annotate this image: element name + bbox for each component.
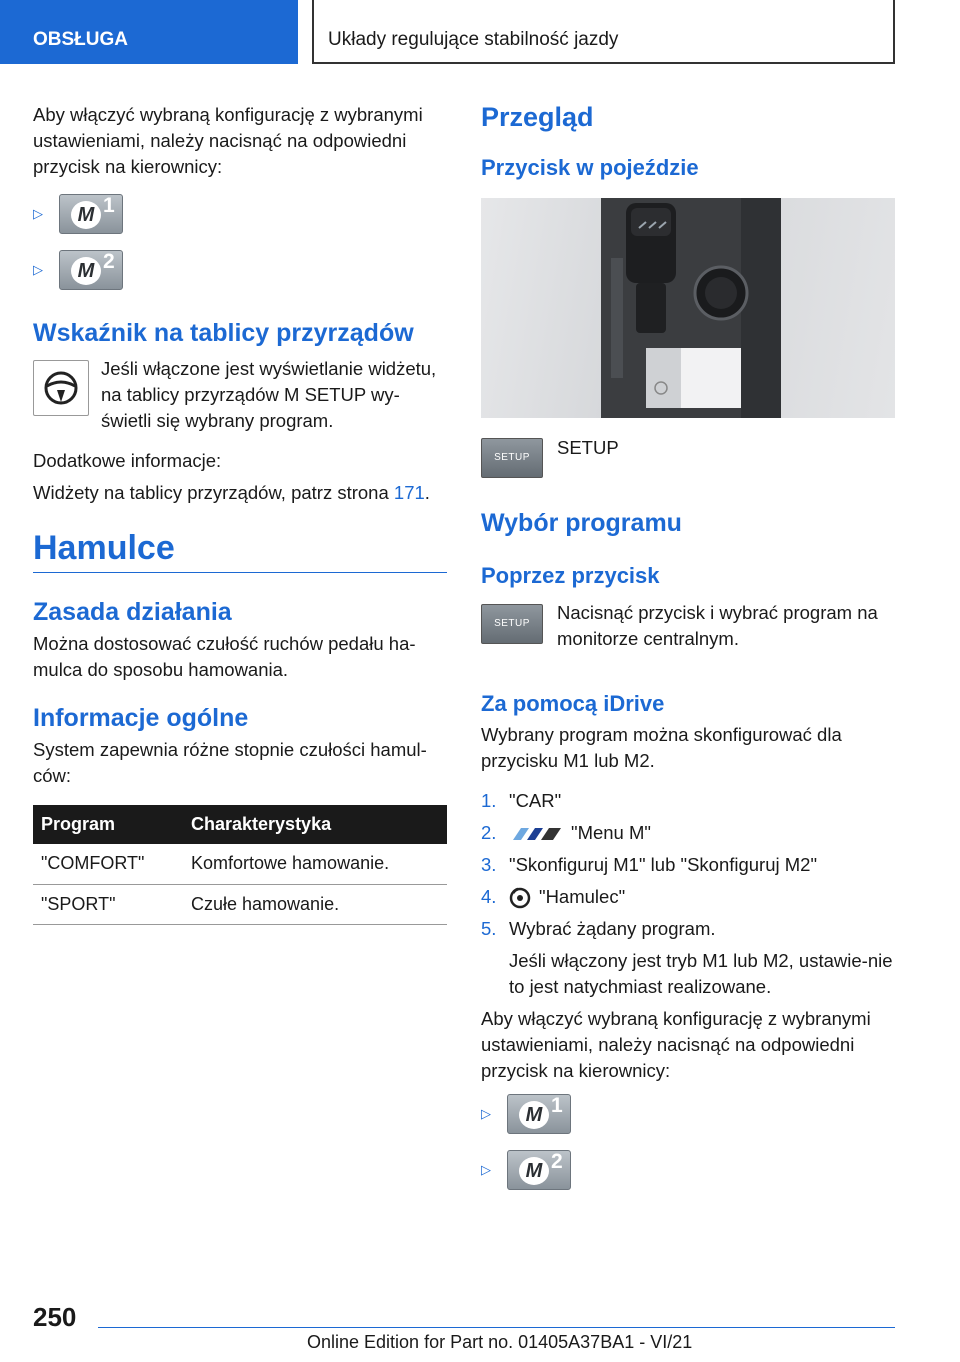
m1-button-icon: M 1 <box>507 1094 571 1134</box>
triangle-bullet-icon: ▷ <box>481 1106 491 1121</box>
table-header: Charakterystyka <box>183 805 447 844</box>
list-item: 4. "Hamulec" <box>481 884 895 910</box>
table-row <box>33 884 447 924</box>
triangle-bullet-icon: ▷ <box>33 262 43 277</box>
outro-text: Aby włączyć wybraną konfigurację z wybranymi ustawieniami, należy nacisnąć na odpowiedni przycisk na kierownicy: <box>481 1008 871 1081</box>
list-item: 2. "Menu M" <box>481 822 651 843</box>
footer-rule <box>98 1327 895 1328</box>
more-info-text: Dodatkowe informacje: <box>33 450 222 471</box>
setup-button-icon: SETUP <box>481 604 543 644</box>
table-header-row <box>33 805 447 844</box>
setup-label: SETUP <box>557 437 619 458</box>
steps-list <box>481 788 895 942</box>
via-button-text: Nacisnąć przycisk i wybrać program na monitorze centralnym. <box>557 602 878 649</box>
button-heading: Przycisk w pojeździe <box>481 155 699 180</box>
idrive-text: Wybrany program można skonfigurować dla przycisku M1 lub M2. <box>481 724 842 771</box>
list-item: 5. Wybrać żądany program. <box>481 918 716 939</box>
via-button-heading: Poprzez przycisk <box>481 563 660 588</box>
table-header: Program <box>33 805 183 844</box>
list-item-m2 <box>481 1142 895 1198</box>
principle-heading: Zasada działania <box>33 598 232 626</box>
widgets-reference: Widżety na tablicy przyrządów, patrz strona 171. <box>33 482 430 503</box>
section-tab <box>0 0 298 64</box>
page-number: 250 <box>33 1302 77 1332</box>
left-column <box>33 100 447 925</box>
table-cell: Komfortowe hamowanie. <box>183 844 447 884</box>
list-item-m2 <box>33 242 447 298</box>
chapter-title: Układy regulujące stabilność jazdy <box>328 29 619 50</box>
list-item: 1. "CAR" <box>481 790 562 811</box>
list-item-m1 <box>481 1086 895 1142</box>
section-label: OBSŁUGA <box>33 29 128 50</box>
m-stripes-icon <box>509 827 565 841</box>
step5-note: Jeśli włączony jest tryb M1 lub M2, ustawie-nie to jest natychmiast realizowane. <box>509 950 893 997</box>
m2-button-icon: M 2 <box>59 250 123 290</box>
brakes-heading: Hamulce <box>33 529 175 567</box>
indicator-text: Jeśli włączone jest wyświetlanie widżetu, na tablicy przyrządów M SETUP wy-świetli się wybrany program. <box>101 358 437 431</box>
brakes-heading-rule <box>33 526 447 573</box>
brake-disc-icon <box>509 887 531 909</box>
setup-button-icon: SETUP <box>481 438 543 478</box>
triangle-bullet-icon: ▷ <box>481 1162 491 1177</box>
general-heading: Informacje ogólne <box>33 704 249 732</box>
table-cell: "SPORT" <box>33 884 183 924</box>
chapter-title-box <box>312 0 895 64</box>
intro-text: Aby włączyć wybraną konfigurację z wybranymi ustawieniami, należy nacisnąć na odpowiedni przycisk na kierownicy: <box>33 104 423 177</box>
page-link[interactable]: 171 <box>393 482 425 503</box>
brake-program-table <box>33 805 447 925</box>
indicator-row <box>33 360 447 434</box>
overview-heading: Przegląd <box>481 102 594 132</box>
general-text: System zapewnia różne stopnie czułości hamul-ców: <box>33 739 427 786</box>
list-item-m1 <box>33 186 447 242</box>
center-console-photo <box>481 198 895 418</box>
triangle-bullet-icon: ▷ <box>33 206 43 221</box>
m1-button-icon: M 1 <box>59 194 123 234</box>
right-column <box>481 100 895 1198</box>
principle-text: Można dostosować czułość ruchów pedału ha-mulca do sposobu hamowania. <box>33 633 416 680</box>
indicator-heading: Wskaźnik na tablicy przyrządów <box>33 319 414 347</box>
table-cell: "COMFORT" <box>33 844 183 884</box>
via-button-row <box>481 604 895 652</box>
table-cell: Czułe hamowanie. <box>183 884 447 924</box>
table-row <box>33 844 447 884</box>
idrive-heading: Za pomocą iDrive <box>481 691 665 716</box>
list-item: 3. "Skonfiguruj M1" lub "Skonfiguruj M2" <box>481 854 818 875</box>
program-heading: Wybór programu <box>481 509 682 537</box>
setup-row <box>481 438 895 478</box>
steering-wheel-icon <box>33 360 89 416</box>
m2-button-icon: M 2 <box>507 1150 571 1190</box>
edition-footer: Online Edition for Part no. 01405A37BA1 - VI/21 <box>307 1332 693 1352</box>
